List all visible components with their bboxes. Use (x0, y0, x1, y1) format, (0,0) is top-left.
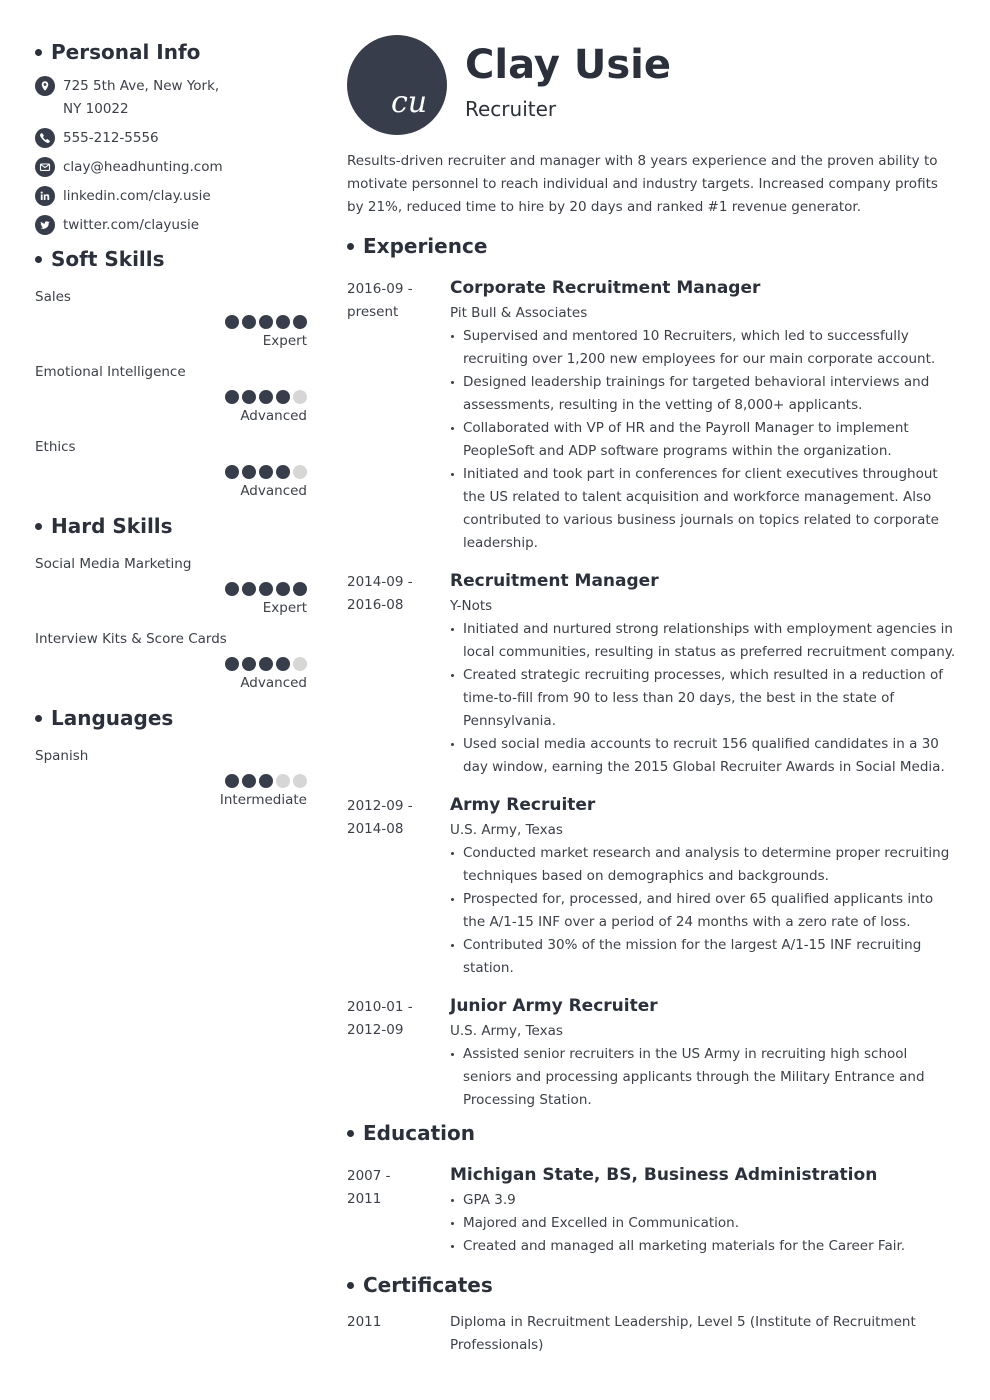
bullet-item: Initiated and took part in conferences for client executives throughout the US related to talent acquisition and workforce management. Also contributed to various business journals on topics related to corporate leadership. (450, 463, 957, 555)
skill-list (35, 281, 307, 502)
summary: Results-driven recruiter and manager with 8 years experience and the proven ability to motivate personnel to reach individual and industry targets. Increased company profits by 21%, reduced time to hire by 20 days and ranked #1 revenue generator. (347, 153, 938, 215)
experience-entry (347, 791, 957, 980)
personal-info-section (35, 38, 307, 237)
rating-dot-empty-icon (293, 774, 307, 788)
skill-name: Ethics (35, 439, 76, 455)
rating-dot-filled-icon (259, 774, 273, 788)
bullet-dot-icon (35, 256, 42, 263)
email-link[interactable]: clay@headhunting.com (63, 159, 223, 175)
skill-level: Expert (262, 333, 307, 349)
location-pin-icon (35, 76, 55, 96)
job-title: Recruiter (465, 97, 557, 121)
bullet-dot-icon (347, 243, 354, 250)
contact-list (35, 75, 307, 237)
rating-dot-empty-icon (276, 774, 290, 788)
education-entry (347, 1161, 957, 1258)
bullet-item: Used social media accounts to recruit 156 qualified candidates in a 30 day window, earning the 2015 Global Recruiter Awards in Social Media. (450, 733, 957, 779)
section-heading: Languages (35, 704, 307, 732)
bullet-item: Collaborated with VP of HR and the Payroll Manager to implement PeopleSoft and ADP software programs within the organization. (450, 417, 957, 463)
experience-entry (347, 567, 957, 779)
avatar (347, 35, 447, 135)
skill-item (35, 431, 307, 502)
experience-section (347, 232, 957, 1112)
entry-bullets (450, 842, 957, 980)
bullet-item: Conducted market research and analysis to determine proper recruiting techniques based on demographics and backgrounds. (450, 842, 957, 888)
contact-email (35, 156, 307, 179)
linkedin-link[interactable]: linkedin.com/clay.usie (63, 188, 211, 204)
entry-organization: Y-Nots (450, 598, 493, 614)
entry-organization: U.S. Army, Texas (450, 1023, 563, 1039)
certificates-section (347, 1271, 957, 1357)
entry-date: 2007 - 2011 (347, 1168, 391, 1207)
section-heading: Certificates (347, 1271, 957, 1299)
rating-dot-filled-icon (242, 390, 256, 404)
entry-date: 2010-01 - 2012-09 (347, 999, 413, 1038)
entry-date: 2011 (347, 1314, 382, 1330)
language-list (35, 740, 307, 811)
entry-bullets (450, 618, 957, 779)
skill-rating (35, 657, 307, 671)
skill-level: Expert (262, 600, 307, 616)
section-heading: Experience (347, 232, 957, 260)
language-level: Intermediate (219, 792, 307, 808)
skill-name: Emotional Intelligence (35, 364, 186, 380)
rating-dot-filled-icon (242, 465, 256, 479)
bullet-dot-icon (347, 1130, 354, 1137)
rating-dot-filled-icon (293, 582, 307, 596)
rating-dot-filled-icon (242, 315, 256, 329)
bullet-item: Initiated and nurtured strong relationships with employment agencies in local communities, resulting in status as preferred recruitment company. (450, 618, 957, 664)
rating-dot-filled-icon (276, 390, 290, 404)
rating-dot-filled-icon (259, 465, 273, 479)
language-item (35, 740, 307, 811)
entry-bullets (450, 325, 957, 555)
entry-organization: Pit Bull & Associates (450, 305, 588, 321)
experience-entry (347, 992, 957, 1112)
rating-dot-empty-icon (293, 390, 307, 404)
entry-date: 2012-09 - 2014-08 (347, 798, 413, 837)
contact-linkedin (35, 185, 307, 208)
rating-dot-filled-icon (259, 390, 273, 404)
skill-name: Sales (35, 289, 71, 305)
linkedin-icon (35, 186, 55, 206)
entry-date: 2014-09 - 2016-08 (347, 574, 413, 613)
skill-item (35, 356, 307, 427)
bullet-dot-icon (35, 49, 42, 56)
bullet-item: Contributed 30% of the mission for the largest A/1-15 INF recruiting station. (450, 934, 957, 980)
twitter-link[interactable]: twitter.com/clayusie (63, 217, 200, 233)
skill-item (35, 281, 307, 352)
rating-dot-filled-icon (225, 582, 239, 596)
rating-dot-filled-icon (225, 315, 239, 329)
section-heading: Personal Info (35, 38, 307, 66)
sidebar (35, 38, 307, 815)
bullet-item: Prospected for, processed, and hired over 65 qualified applicants into the A/1-15 INF over a period of 24 months with a zero rate of loss. (450, 888, 957, 934)
bullet-dot-icon (347, 1282, 354, 1289)
entry-title: Army Recruiter (450, 795, 596, 815)
bullet-item: Supervised and mentored 10 Recruiters, which led to successfully recruiting over 1,200 new employees for our main corporate account. (450, 325, 957, 371)
section-heading: Soft Skills (35, 245, 307, 273)
rating-dot-filled-icon (242, 582, 256, 596)
skill-list (35, 548, 307, 694)
skill-rating (35, 390, 307, 404)
entry-date: 2016-09 - present (347, 281, 413, 320)
rating-dot-empty-icon (293, 465, 307, 479)
skill-level: Advanced (240, 675, 307, 691)
entry-title: Michigan State, BS, Business Administration (450, 1165, 878, 1185)
skill-item (35, 548, 307, 619)
rating-dot-empty-icon (293, 657, 307, 671)
skill-name: Social Media Marketing (35, 556, 192, 572)
skill-rating (35, 315, 307, 329)
entry-bullets (450, 1043, 957, 1112)
bullet-item: Majored and Excelled in Communication. (450, 1212, 957, 1235)
contact-address (35, 75, 307, 121)
languages-section (35, 704, 307, 811)
skill-level: Advanced (240, 483, 307, 499)
rating-dot-filled-icon (276, 315, 290, 329)
rating-dot-filled-icon (242, 657, 256, 671)
skill-rating (35, 465, 307, 479)
skill-name: Interview Kits & Score Cards (35, 631, 227, 647)
email-icon (35, 157, 55, 177)
skill-item (35, 623, 307, 694)
rating-dot-filled-icon (225, 657, 239, 671)
section-heading: Hard Skills (35, 512, 307, 540)
rating-dot-filled-icon (225, 774, 239, 788)
bullet-dot-icon (35, 523, 42, 530)
bullet-item: Assisted senior recruiters in the US Army in recruiting high school seniors and processing applicants through the Military Entrance and Processing Station. (450, 1043, 957, 1112)
language-name: Spanish (35, 748, 89, 764)
candidate-name: Clay Usie (465, 42, 671, 88)
entry-title: Corporate Recruitment Manager (450, 278, 761, 298)
bullet-item: Designed leadership trainings for targeted behavioral interviews and assessments, resulting in the vetting of 8,000+ applicants. (450, 371, 957, 417)
phone-text[interactable]: 555-212-5556 (63, 130, 159, 146)
skill-rating (35, 582, 307, 596)
rating-dot-filled-icon (293, 315, 307, 329)
hard-skills-section (35, 512, 307, 694)
language-rating (35, 774, 307, 788)
rating-dot-filled-icon (259, 657, 273, 671)
contact-twitter (35, 214, 307, 237)
entry-bullets (450, 1189, 957, 1258)
section-heading: Education (347, 1119, 957, 1147)
rating-dot-filled-icon (276, 657, 290, 671)
contact-phone (35, 127, 307, 150)
entry-title: Junior Army Recruiter (450, 996, 658, 1016)
rating-dot-filled-icon (259, 315, 273, 329)
phone-icon (35, 128, 55, 148)
bullet-item: GPA 3.9 (450, 1189, 957, 1212)
rating-dot-filled-icon (225, 390, 239, 404)
rating-dot-filled-icon (225, 465, 239, 479)
bullet-item: Created strategic recruiting processes, which resulted in a reduction of time-to-fill from 90 to less than 20 days, the best in the state of Pennsylvania. (450, 664, 957, 733)
avatar-initials: cu (391, 85, 428, 120)
skill-level: Advanced (240, 408, 307, 424)
education-section (347, 1119, 957, 1258)
address-text: 725 5th Ave, New York, NY 10022 (63, 78, 220, 117)
rating-dot-filled-icon (276, 465, 290, 479)
twitter-icon (35, 215, 55, 235)
rating-dot-filled-icon (259, 582, 273, 596)
rating-dot-filled-icon (276, 582, 290, 596)
bullet-dot-icon (35, 715, 42, 722)
rating-dot-filled-icon (242, 774, 256, 788)
experience-entry (347, 274, 957, 555)
certificate-text: Diploma in Recruitment Leadership, Level 5 (Institute of Recruitment Professionals) (450, 1314, 916, 1353)
entry-organization: U.S. Army, Texas (450, 822, 563, 838)
certificate-entry (347, 1311, 957, 1357)
entry-title: Recruitment Manager (450, 571, 659, 591)
soft-skills-section (35, 245, 307, 502)
bullet-item: Created and managed all marketing materials for the Career Fair. (450, 1235, 957, 1258)
